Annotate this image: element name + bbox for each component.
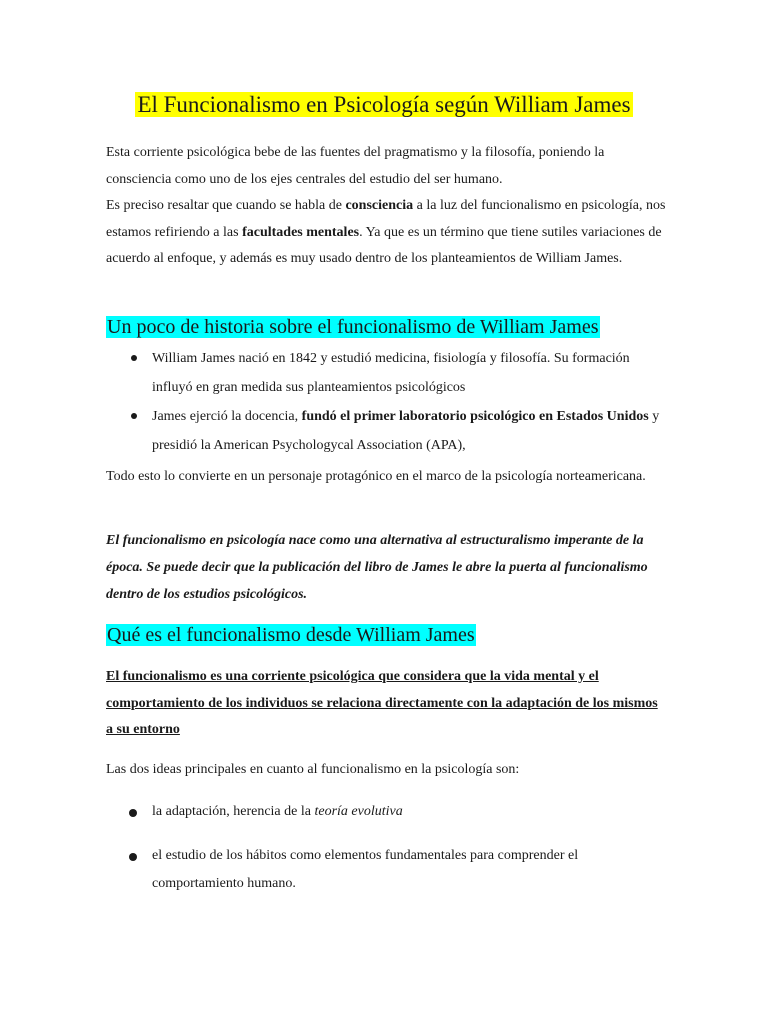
history-item-2-a: James ejerció la docencia, (152, 409, 302, 424)
idea-item-1-italic: teoría evolutiva (314, 804, 403, 819)
bullet-icon (129, 809, 137, 817)
intro-line2-c: . Ya que es un término que tiene sutiles variaciones de acuerdo al enfoque, y además es muy usado dentro de los planteamientos de William James. (106, 224, 662, 266)
history-item-2-b: y presidió la American Psychologycal Association (APA), (152, 409, 660, 453)
history-item-1: William James nació en 1842 y estudió medicina, fisiología y filosofía. Su formación influyó en gran medida sus planteamientos psicológicos (152, 351, 630, 395)
italic-paragraph: El funcionalismo en psicología nace como una alternativa al estructuralismo imperante de la época. Se puede decir que la publicación del libro de James le abre la puerta al funcionalismo dentro de los estudios psicológicos. (106, 533, 648, 602)
intro-line1: Esta corriente psicológica bebe de las fuentes del pragmatismo y la filosofía, poniendo la consciencia como uno de los ejes centrales del estudio del ser humano. (106, 145, 605, 187)
idea-item-2: el estudio de los hábitos como elementos fundamentales para comprender el comportamiento humano. (152, 848, 579, 891)
definition-paragraph: El funcionalismo es una corriente psicológica que considera que la vida mental y el comportamiento de los individuos se relaciona directamente con la adaptación de los mismos a su entorno (106, 669, 658, 737)
two-ideas-paragraph: Las dos ideas principales en cuanto al funcionalismo en la psicología son: (106, 762, 520, 777)
heading-history-text: Un poco de historia sobre el funcionalismo de William James (107, 316, 599, 338)
intro-line2-a: Es preciso resaltar que cuando se habla de (106, 198, 346, 213)
bullet-icon (131, 355, 137, 361)
history-list (106, 344, 666, 460)
document-title (0, 88, 768, 122)
heading-what-text: Qué es el funcionalismo desde William James (107, 624, 475, 646)
bullet-icon (129, 853, 137, 861)
intro-bold-facultades: facultades mentales (242, 224, 360, 240)
list-item (106, 798, 666, 826)
ideas-list (106, 798, 666, 898)
title-highlight: El Funcionalismo en Psicología según William James (137, 92, 631, 117)
intro-paragraph (106, 140, 666, 273)
heading-history (106, 312, 600, 342)
list-item (106, 344, 666, 402)
intro-line2-b: a la luz del funcionalismo en psicología, nos estamos refiriendo a las (106, 198, 666, 240)
todo-paragraph: Todo esto lo convierte en un personaje protagónico en el marco de la psicología norteamericana. (106, 469, 646, 484)
list-item (106, 402, 666, 460)
heading-what (106, 620, 476, 650)
bullet-icon (131, 413, 137, 419)
intro-bold-consciencia: consciencia (345, 198, 414, 213)
idea-item-1-a: la adaptación, herencia de la (152, 804, 315, 819)
list-item (106, 842, 666, 898)
history-item-2-bold: fundó el primer laboratorio psicológico en Estados Unidos (301, 409, 649, 424)
